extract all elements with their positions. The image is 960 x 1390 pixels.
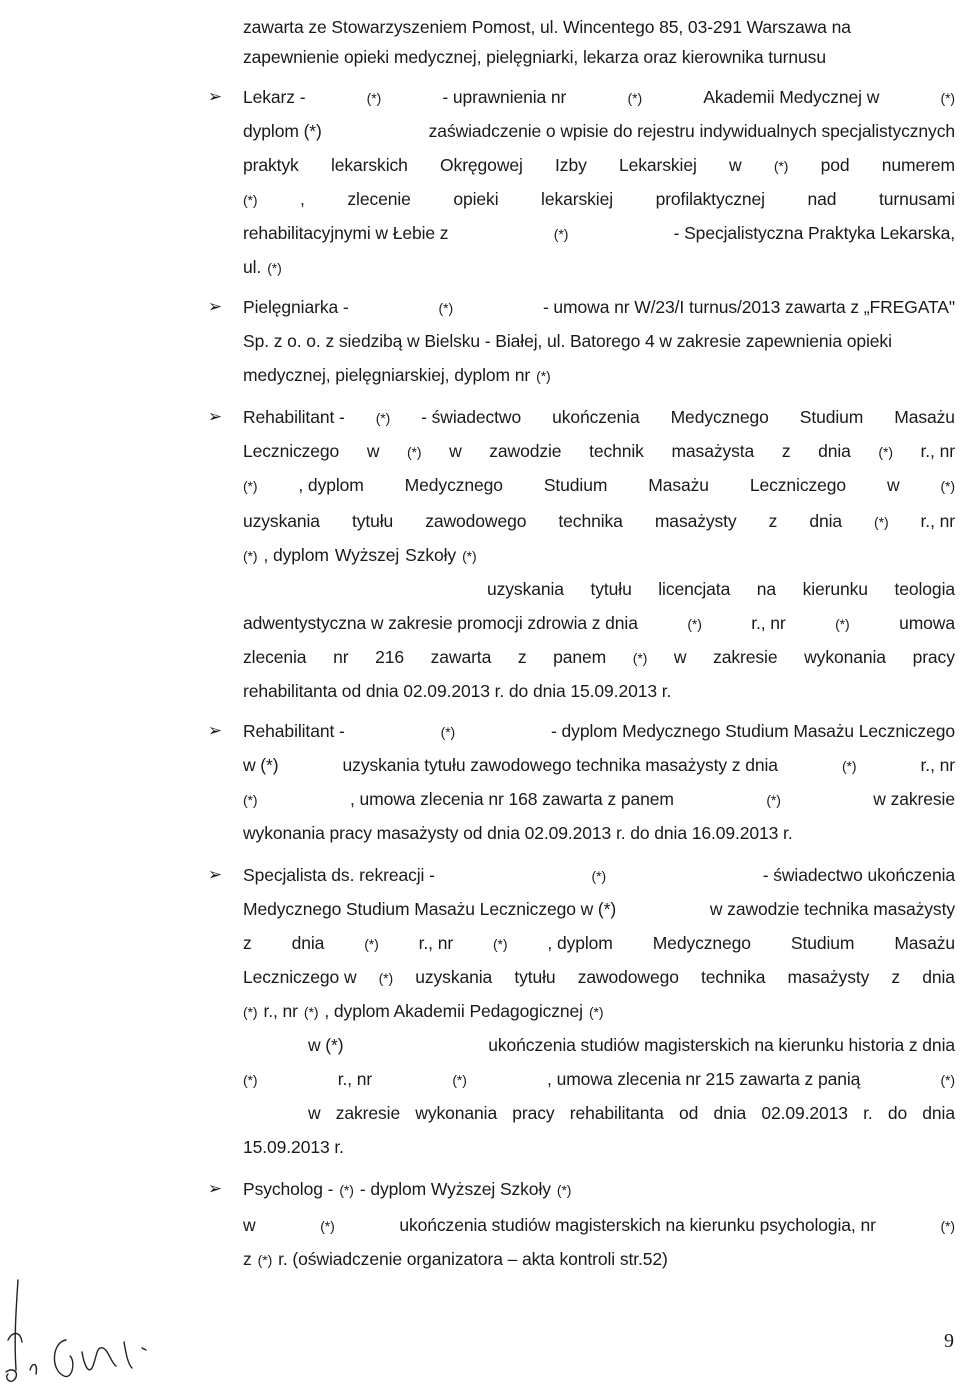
redaction-marker: (*) bbox=[462, 548, 477, 564]
text-segment: licencjata bbox=[658, 579, 731, 599]
text-segment: - uprawnienia nr bbox=[442, 87, 567, 107]
redaction-marker: (*) bbox=[243, 1072, 258, 1088]
text-segment: , dyplom Akademii Pedagogicznej bbox=[324, 1001, 583, 1021]
text-segment: panem bbox=[553, 647, 607, 667]
bullet-icon: ➢ bbox=[207, 297, 223, 316]
text-segment: rehabilitanta od dnia 02.09.2013 r. do dnia 15.09.2013 r. bbox=[243, 681, 672, 701]
redaction-marker: (*) bbox=[339, 1182, 354, 1198]
text-segment: z bbox=[768, 511, 778, 531]
text-segment: dnia bbox=[922, 967, 955, 987]
text-segment: Medycznego Studium Masażu Leczniczego w (*) bbox=[243, 899, 617, 919]
text-segment: r. (oświadczenie organizatora – akta kontroli str.52) bbox=[278, 1249, 668, 1269]
text-line bbox=[243, 1210, 955, 1240]
page-number: 9 bbox=[944, 1330, 954, 1352]
text-segment: w bbox=[729, 155, 742, 175]
text-segment: zakresie bbox=[335, 1103, 401, 1123]
text-segment: r. bbox=[863, 1103, 873, 1123]
text-segment: , bbox=[300, 189, 305, 209]
text-segment: zawodzie bbox=[489, 441, 562, 461]
text-line bbox=[243, 894, 955, 924]
text-segment: medycznej, pielęgniarskiej, dyplom nr bbox=[243, 365, 531, 385]
text-segment: r., nr bbox=[337, 1069, 373, 1089]
text-segment: zaświadczenie o wpisie do rejestru indywidualnych specjalistycznych bbox=[428, 121, 955, 141]
text-segment: profilaktycznej bbox=[655, 189, 765, 209]
text-segment: Psycholog - bbox=[243, 1179, 334, 1199]
text-line bbox=[243, 150, 955, 180]
text-segment: ukończenia studiów magisterskich na kierunku psychologia, nr bbox=[399, 1215, 876, 1235]
text-segment: - świadectwo bbox=[421, 407, 522, 427]
text-segment: Pielęgniarka - bbox=[243, 297, 349, 317]
text-segment: Medycznego bbox=[404, 475, 503, 495]
text-segment: lekarskich bbox=[330, 155, 408, 175]
text-segment: , dyplom bbox=[547, 933, 613, 953]
text-line bbox=[243, 928, 955, 958]
redaction-marker: (*) bbox=[766, 792, 781, 808]
text-segment: Masażu bbox=[648, 475, 709, 495]
text-line bbox=[243, 642, 955, 672]
text-segment: turnusami bbox=[878, 189, 955, 209]
text-line bbox=[243, 818, 955, 848]
redaction-marker: (*) bbox=[773, 158, 789, 174]
text-segment: uzyskania bbox=[415, 967, 493, 987]
text-segment: Akademii Medycznej w bbox=[703, 87, 880, 107]
text-segment: zawodowego bbox=[425, 511, 527, 531]
text-segment: tytułu bbox=[351, 511, 394, 531]
text-line bbox=[243, 1174, 955, 1204]
text-segment: Lekarskiej bbox=[618, 155, 697, 175]
text-segment: , umowa zlecenia nr 215 zawarta z panią bbox=[547, 1069, 861, 1089]
text-line bbox=[243, 184, 955, 214]
text-segment: z bbox=[781, 441, 791, 461]
text-line bbox=[243, 42, 955, 72]
text-line bbox=[243, 326, 955, 356]
text-segment: tytułu bbox=[590, 579, 632, 599]
redaction-marker: (*) bbox=[591, 868, 607, 884]
text-segment: lekarskiej bbox=[541, 189, 613, 209]
redaction-marker: (*) bbox=[320, 1218, 335, 1234]
text-segment: Szkoły bbox=[405, 545, 457, 565]
text-line bbox=[243, 360, 955, 390]
bullet-icon: ➢ bbox=[207, 865, 223, 884]
text-segment: uzyskania bbox=[487, 579, 564, 599]
handwritten-signature bbox=[0, 1270, 180, 1390]
text-segment: zlecenia bbox=[243, 647, 307, 667]
text-segment: rehabilitacyjnymi w Łebie z bbox=[243, 223, 449, 243]
redaction-marker: (*) bbox=[378, 970, 394, 986]
text-segment: - umowa nr W/23/I turnus/2013 zawarta z „FREGATA" bbox=[542, 297, 955, 317]
text-segment: w bbox=[308, 1103, 321, 1123]
text-segment: technik bbox=[589, 441, 644, 461]
text-segment: Okręgowej bbox=[440, 155, 523, 175]
redaction-marker: (*) bbox=[243, 792, 258, 808]
redaction-marker: (*) bbox=[632, 650, 648, 666]
text-segment: Masażu bbox=[894, 407, 955, 427]
text-segment: dnia bbox=[291, 933, 325, 953]
redaction-marker: (*) bbox=[364, 936, 379, 952]
text-line bbox=[308, 1030, 955, 1060]
redaction-marker: (*) bbox=[874, 514, 889, 530]
redaction-marker: (*) bbox=[303, 1004, 319, 1020]
bullet-icon: ➢ bbox=[207, 407, 223, 426]
text-segment: Studium bbox=[790, 933, 855, 953]
text-segment: ukończenia bbox=[552, 407, 640, 427]
text-line bbox=[308, 1098, 955, 1128]
text-segment: r., nr bbox=[751, 613, 786, 633]
text-segment: zawodowego bbox=[577, 967, 679, 987]
bullet-icon: ➢ bbox=[207, 87, 223, 106]
text-segment: ul. bbox=[243, 257, 262, 277]
text-line bbox=[243, 12, 955, 42]
text-segment: wykonania bbox=[415, 1103, 498, 1123]
redaction-marker: (*) bbox=[553, 226, 569, 242]
redaction-marker: (*) bbox=[687, 616, 702, 632]
redaction-marker: (*) bbox=[940, 478, 955, 494]
text-segment: w (*) bbox=[243, 755, 279, 775]
text-line bbox=[243, 252, 955, 282]
text-line bbox=[243, 218, 955, 248]
text-segment: dnia bbox=[713, 1103, 747, 1123]
text-segment: technika bbox=[700, 967, 766, 987]
redaction-marker: (*) bbox=[366, 90, 382, 106]
text-segment: z bbox=[891, 967, 901, 987]
text-line bbox=[243, 436, 955, 466]
text-segment: w (*) bbox=[308, 1035, 344, 1055]
text-segment: umowa bbox=[899, 613, 955, 633]
text-line bbox=[243, 292, 955, 322]
text-segment: opieki bbox=[453, 189, 499, 209]
redaction-marker: (*) bbox=[243, 1004, 258, 1020]
redaction-marker: (*) bbox=[835, 616, 850, 632]
text-line bbox=[243, 1244, 955, 1274]
text-segment: zlecenie bbox=[347, 189, 411, 209]
redaction-marker: (*) bbox=[375, 410, 391, 426]
text-line bbox=[243, 962, 955, 992]
redaction-marker: (*) bbox=[438, 300, 454, 316]
text-segment: Specjalista ds. rekreacji - bbox=[243, 865, 435, 885]
text-segment: zapewnienie opieki medycznej, pielęgniarki, lekarza oraz kierownika turnusu bbox=[243, 47, 826, 67]
text-segment: w bbox=[886, 475, 900, 495]
text-segment: praktyk bbox=[243, 155, 299, 175]
text-segment: rehabilitanta bbox=[569, 1103, 664, 1123]
text-segment: r., nr bbox=[920, 755, 955, 775]
text-segment: 02.09.2013 bbox=[761, 1103, 848, 1123]
redaction-marker: (*) bbox=[440, 724, 456, 740]
text-segment: Medycznego bbox=[670, 407, 769, 427]
text-segment: r., nr bbox=[920, 441, 955, 461]
text-segment: uzyskania bbox=[243, 511, 320, 531]
text-segment: , dyplom bbox=[298, 475, 364, 495]
text-segment: na bbox=[756, 579, 777, 599]
text-segment: teologia bbox=[894, 579, 955, 599]
text-segment: 216 bbox=[375, 647, 404, 667]
text-segment: zawarta bbox=[430, 647, 492, 667]
text-segment: w bbox=[673, 647, 687, 667]
text-segment: dyplom (*) bbox=[243, 121, 322, 141]
text-segment: - dyplom Medycznego Studium Masażu Leczniczego bbox=[551, 721, 955, 741]
text-line bbox=[243, 1132, 955, 1162]
text-segment: dnia bbox=[818, 441, 851, 461]
text-segment: Rehabilitant - bbox=[243, 407, 345, 427]
text-segment: - Specjalistyczna Praktyka Lekarska, bbox=[673, 223, 955, 243]
redaction-marker: (*) bbox=[940, 90, 955, 106]
text-segment: Leczniczego bbox=[749, 475, 847, 495]
text-line bbox=[243, 470, 955, 500]
text-line bbox=[243, 716, 955, 746]
text-segment: uzyskania tytułu zawodowego technika masażysty z dnia bbox=[342, 755, 778, 775]
redaction-marker: (*) bbox=[940, 1072, 955, 1088]
text-segment: Leczniczego w bbox=[243, 967, 357, 987]
text-segment: zakresie bbox=[713, 647, 778, 667]
text-line bbox=[243, 860, 955, 890]
text-segment: pod bbox=[820, 155, 850, 175]
redaction-marker: (*) bbox=[841, 758, 857, 774]
text-segment: pracy bbox=[512, 1103, 555, 1123]
redaction-marker: (*) bbox=[493, 936, 508, 952]
text-segment: do bbox=[887, 1103, 908, 1123]
text-segment: w bbox=[243, 1215, 256, 1235]
text-segment: , dyplom bbox=[263, 545, 329, 565]
text-segment: wykonania pracy masażysty od dnia 02.09.2013 r. do dnia 16.09.2013 r. bbox=[243, 823, 793, 843]
text-segment: , umowa zlecenia nr 168 zawarta z panem bbox=[349, 789, 674, 809]
redaction-marker: (*) bbox=[243, 478, 258, 494]
text-segment: masażysty bbox=[787, 967, 870, 987]
text-line bbox=[243, 1064, 955, 1094]
text-segment: Wyższej bbox=[334, 545, 400, 565]
redaction-marker: (*) bbox=[627, 90, 643, 106]
text-line bbox=[487, 574, 955, 604]
text-segment: nad bbox=[807, 189, 837, 209]
bullet-icon: ➢ bbox=[207, 721, 223, 740]
text-segment: pracy bbox=[912, 647, 955, 667]
redaction-marker: (*) bbox=[452, 1072, 467, 1088]
text-segment: ukończenia studiów magisterskich na kierunku historia z dnia bbox=[488, 1035, 955, 1055]
text-segment: dnia bbox=[922, 1103, 955, 1123]
redaction-marker: (*) bbox=[243, 192, 258, 208]
text-line bbox=[243, 116, 955, 146]
text-segment: Lekarz - bbox=[243, 87, 306, 107]
text-segment: masażysta bbox=[671, 441, 755, 461]
text-line bbox=[243, 676, 955, 706]
text-segment: w zawodzie technika masażysty bbox=[709, 899, 955, 919]
text-segment: Leczniczego bbox=[243, 441, 340, 461]
text-segment: Masażu bbox=[894, 933, 955, 953]
text-line bbox=[243, 784, 955, 814]
text-line bbox=[243, 996, 955, 1026]
text-line bbox=[243, 402, 955, 432]
text-segment: r., nr bbox=[920, 511, 955, 531]
text-segment: technika bbox=[558, 511, 623, 531]
text-line bbox=[243, 750, 955, 780]
text-line bbox=[243, 506, 955, 536]
redaction-marker: (*) bbox=[267, 260, 282, 276]
text-segment: z bbox=[243, 933, 252, 953]
text-segment: - świadectwo ukończenia bbox=[762, 865, 955, 885]
text-segment: r., nr bbox=[263, 1001, 298, 1021]
text-segment: Medycznego bbox=[652, 933, 751, 953]
redaction-marker: (*) bbox=[243, 548, 258, 564]
text-segment: z bbox=[517, 647, 527, 667]
text-segment: dnia bbox=[809, 511, 842, 531]
text-segment: adwentystyczna w zakresie promocji zdrowia z dnia bbox=[243, 613, 638, 633]
text-segment: Sp. z o. o. z siedzibą w Bielsku - Białej, ul. Batorego 4 w zakresie zapewnienia opieki bbox=[243, 331, 892, 351]
text-segment: r., nr bbox=[418, 933, 454, 953]
text-segment: w zakresie bbox=[873, 789, 955, 809]
redaction-marker: (*) bbox=[257, 1252, 273, 1268]
redaction-marker: (*) bbox=[878, 444, 893, 460]
text-segment: kierunku bbox=[802, 579, 868, 599]
bullet-icon: ➢ bbox=[207, 1179, 223, 1198]
text-segment: Izby bbox=[555, 155, 587, 175]
redaction-marker: (*) bbox=[556, 1182, 572, 1198]
redaction-marker: (*) bbox=[406, 444, 422, 460]
text-segment: 15.09.2013 r. bbox=[243, 1137, 344, 1157]
text-segment: zawarta ze Stowarzyszeniem Pomost, ul. Wincentego 85, 03-291 Warszawa na bbox=[243, 17, 851, 37]
text-segment: z bbox=[243, 1249, 252, 1269]
text-segment: tytułu bbox=[514, 967, 556, 987]
text-segment: numerem bbox=[881, 155, 955, 175]
text-segment: w bbox=[449, 441, 462, 461]
redaction-marker: (*) bbox=[588, 1004, 604, 1020]
text-segment: w bbox=[366, 441, 380, 461]
text-segment: Studium bbox=[799, 407, 864, 427]
text-segment: wykonania bbox=[804, 647, 886, 667]
redaction-marker: (*) bbox=[940, 1218, 955, 1234]
text-segment: od bbox=[679, 1103, 699, 1123]
text-segment: masażysty bbox=[654, 511, 737, 531]
text-segment: nr bbox=[333, 647, 349, 667]
text-line bbox=[243, 540, 955, 570]
redaction-marker: (*) bbox=[536, 368, 551, 384]
text-segment: Studium bbox=[543, 475, 608, 495]
text-segment: - dyplom Wyższej Szkoły bbox=[359, 1179, 551, 1199]
text-line bbox=[243, 82, 955, 112]
text-segment: Rehabilitant - bbox=[243, 721, 345, 741]
text-line bbox=[243, 608, 955, 638]
